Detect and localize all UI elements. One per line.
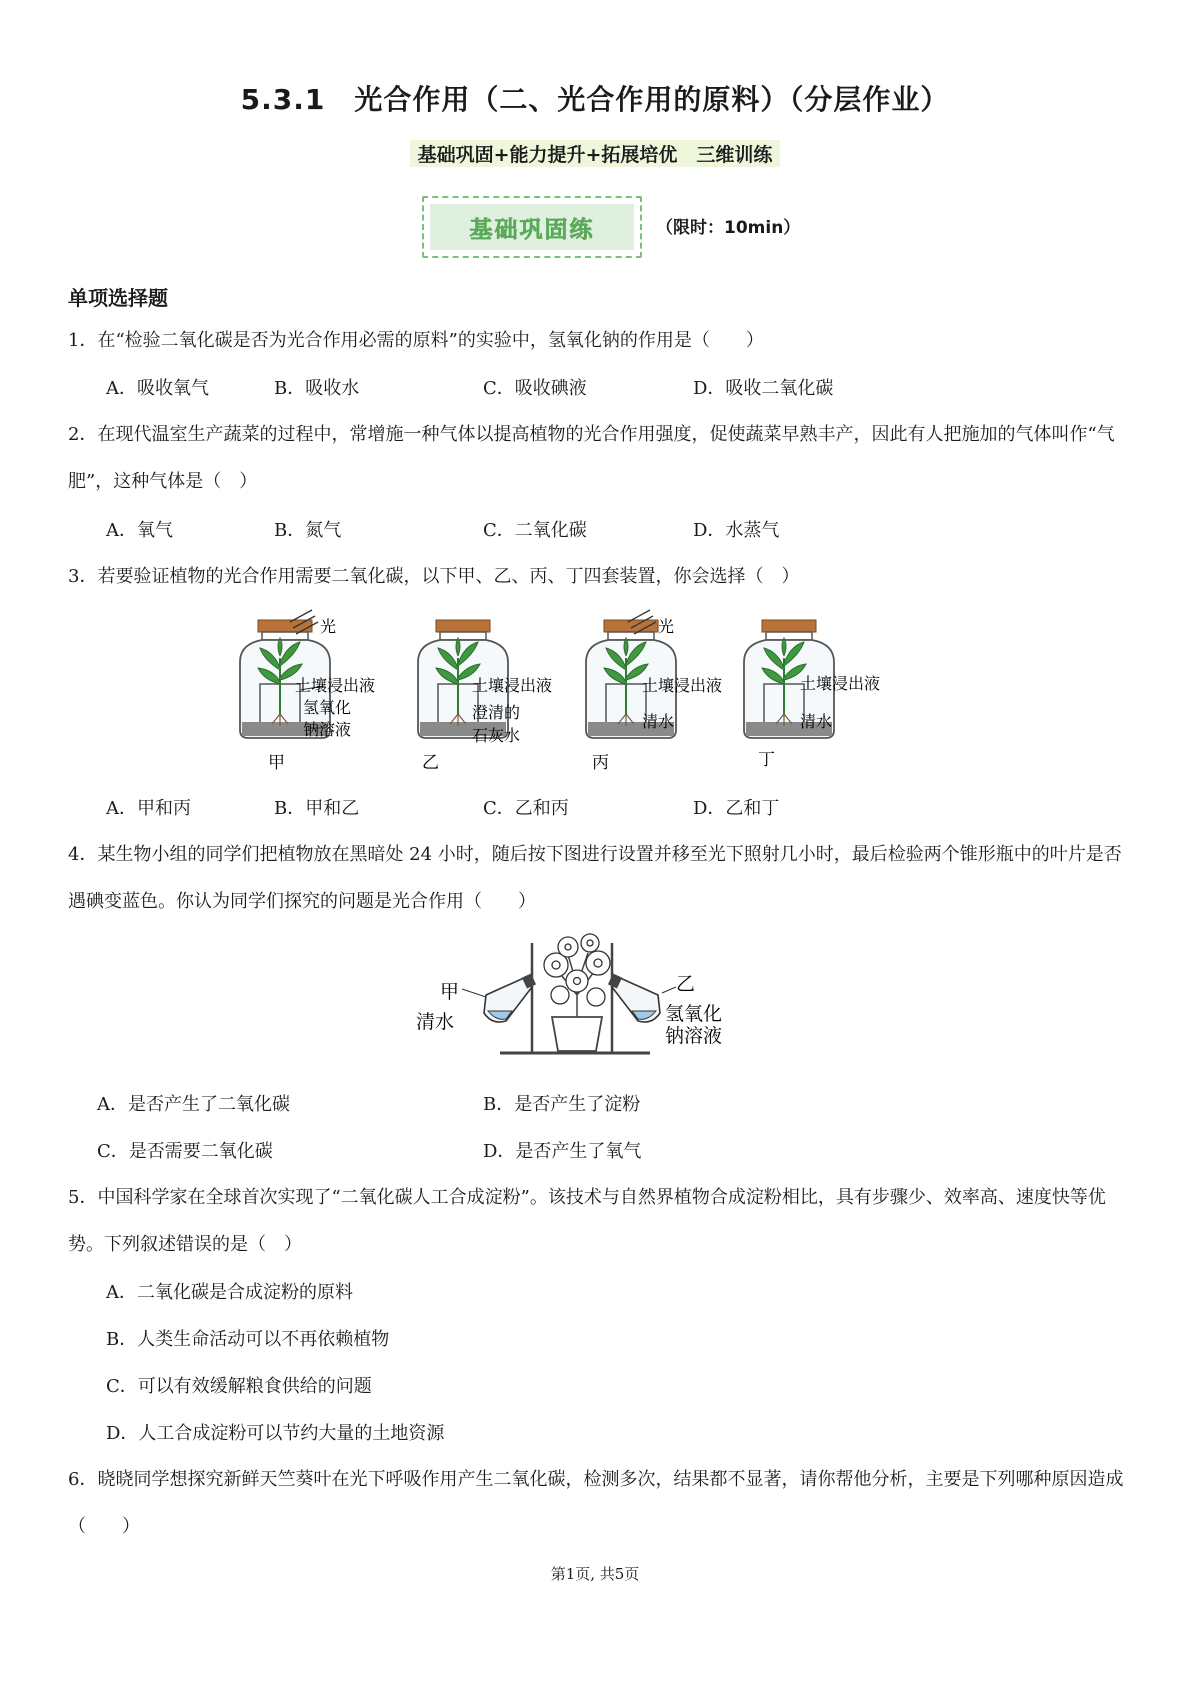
q1-option-a[interactable]: A．吸收氧气	[106, 378, 209, 399]
label-bing: 丙	[592, 753, 609, 773]
q2-option-b[interactable]: B．氮气	[274, 520, 342, 541]
page-footer: 第1页, 共5页	[550, 1565, 640, 1583]
question-1-stem: 1．在“检验二氧化碳是否为光合作用必需的原料”的实验中，氢氧化钠的作用是（ ）	[68, 330, 764, 351]
page-title: 5.3.1 光合作用（二、光合作用的原料）（分层作业）	[240, 83, 950, 116]
q5-option-d[interactable]: D．人工合成淀粉可以节约大量的土地资源	[106, 1423, 445, 1444]
label-soil-3: 土壤浸出液	[642, 676, 723, 695]
q5-option-b[interactable]: B．人类生命活动可以不再依赖植物	[106, 1329, 390, 1350]
question-5-stem: 5．中国科学家在全球首次实现了“二氧化碳人工合成淀粉”。该技术与自然界植物合成淀粉相比，具有步骤少、效率高、速度快等优势。下列叙述错误的是（ ）	[68, 1187, 1106, 1255]
q4-option-c[interactable]: C．是否需要二氧化碳	[97, 1141, 273, 1162]
q4-label-naoh-a: 氢氧化	[665, 1003, 723, 1025]
q2-option-d[interactable]: D．水蒸气	[693, 520, 780, 541]
label-jia: 甲	[268, 753, 285, 773]
q3-option-d[interactable]: D．乙和丁	[693, 798, 780, 819]
q4-option-d[interactable]: D．是否产生了氧气	[483, 1141, 642, 1162]
subtitle-row	[0, 140, 1190, 167]
q5-option-a[interactable]: A．二氧化碳是合成淀粉的原料	[106, 1282, 353, 1303]
q4-option-b[interactable]: B．是否产生了淀粉	[483, 1094, 641, 1115]
page-subtitle: 基础巩固+能力提升+拓展培优 三维训练	[410, 140, 781, 167]
question-3-stem: 3．若要验证植物的光合作用需要二氧化碳，以下甲、乙、丙、丁四套装置，你会选择（ ）	[68, 566, 800, 587]
label-lime-2b: 石灰水	[472, 726, 521, 745]
label-soil-2: 土壤浸出液	[472, 676, 553, 695]
q4-apparatus-figure	[416, 935, 750, 1060]
q3-apparatus-figure	[230, 610, 950, 775]
label-water-3: 清水	[642, 712, 675, 731]
q3-option-b[interactable]: B．甲和乙	[274, 798, 360, 819]
time-limit: （限时：10min）	[656, 218, 801, 238]
label-yi: 乙	[422, 753, 439, 773]
question-2-stem: 2．在现代温室生产蔬菜的过程中，常增施一种气体以提高植物的光合作用强度，促使蔬菜早熟丰产，因此有人把施加的气体叫作“气肥”，这种气体是（ ）	[68, 424, 1115, 492]
section-badge-inner	[430, 204, 634, 250]
q4-label-water: 清水	[416, 1011, 455, 1033]
q4-label-jia: 甲	[440, 981, 460, 1003]
label-naoh-1b: 钠溶液	[303, 720, 352, 739]
q3-option-a[interactable]: A．甲和丙	[106, 798, 191, 819]
label-soil-1: 土壤浸出液	[295, 676, 376, 695]
q3-option-c[interactable]: C．乙和丙	[483, 798, 569, 819]
label-light-1: 光	[320, 617, 337, 636]
section-heading: 单项选择题	[68, 286, 168, 310]
label-light-3: 光	[658, 617, 675, 636]
label-soil-4: 土壤浸出液	[800, 674, 881, 693]
label-water-4: 清水	[800, 712, 833, 731]
section-badge-text: 基础巩固练	[469, 216, 595, 243]
section-badge	[422, 196, 642, 258]
q4-label-yi: 乙	[676, 973, 696, 995]
q1-option-d[interactable]: D．吸收二氧化碳	[693, 378, 834, 399]
question-4-stem: 4．某生物小组的同学们把植物放在黑暗处 24 小时，随后按下图进行设置并移至光下照射几小时，最后检验两个锥形瓶中的叶片是否遇碘变蓝色。你认为同学们探究的问题是光合作用（ ）	[68, 844, 1122, 912]
q2-option-c[interactable]: C．二氧化碳	[483, 520, 587, 541]
label-ding: 丁	[758, 750, 775, 770]
q1-option-b[interactable]: B．吸收水	[274, 378, 360, 399]
q4-label-naoh-b: 钠溶液	[665, 1025, 723, 1047]
q1-option-c[interactable]: C．吸收碘液	[483, 378, 587, 399]
q5-option-c[interactable]: C．可以有效缓解粮食供给的问题	[106, 1376, 372, 1397]
label-naoh-1a: 氢氧化	[303, 698, 352, 717]
q2-option-a[interactable]: A．氧气	[106, 520, 173, 541]
question-6-stem: 6．晓晓同学想探究新鲜天竺葵叶在光下呼吸作用产生二氧化碳，检测多次，结果都不显著，请你帮他分析，主要是下列哪种原因造成（ ）	[68, 1469, 1124, 1537]
label-lime-2a: 澄清的	[472, 703, 521, 722]
q4-option-a[interactable]: A．是否产生了二氧化碳	[97, 1094, 290, 1115]
